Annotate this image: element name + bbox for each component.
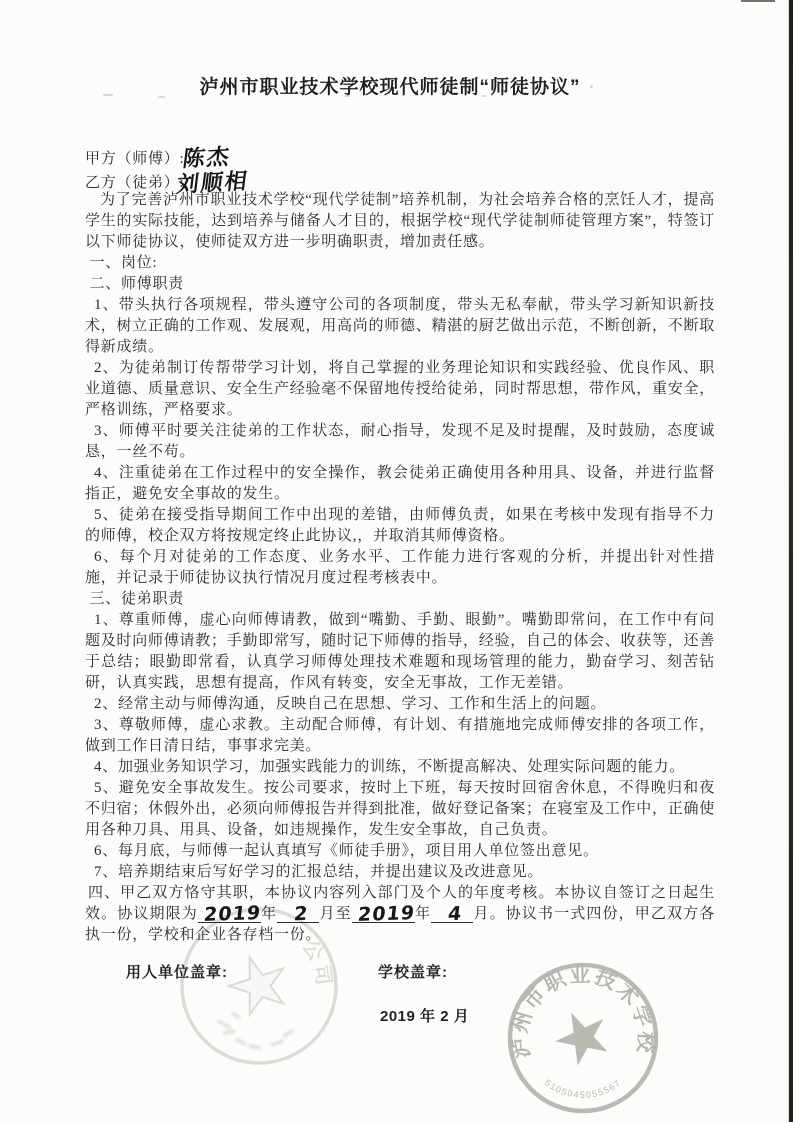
scan-corner-mark (741, 0, 775, 2)
school-seal-code: 5105045055567 (542, 1077, 624, 1101)
scan-noise-speck (298, 91, 303, 93)
employer-seal-illegible-text (218, 1013, 293, 1048)
agreement-body (85, 190, 715, 946)
section-2-heading: 二、师傅职责 (89, 276, 185, 292)
party-a-label: 甲方（师傅）: (85, 151, 185, 167)
end-year-handwriting: 2019 (356, 901, 417, 926)
employer-seal-label: 用人单位盖章: (126, 964, 228, 981)
apprentice-duty-item: 5、避免安全事故发生。按公司要求，按时上下班，每天按时回宿舍休息，不得晚归和夜不归宿；休假外出，必须向师傅报告并得到批准，做好登记备案；在寝室及工作中，正确使用各种刀具、用具、设备，如违规操作，发生安全事故，自己负责。 (85, 780, 716, 838)
preamble: 为了完善泸州市职业技术学校“现代学徒制”培养机制，为社会培养合格的烹饪人才，提高学生的实际技能，达到培养与储备人才目的，根据学校“现代学徒制师徒管理方案”，特签订以下师徒协议，使师徒双方进一步明确职责，增加责任感。 (85, 192, 715, 250)
star-icon (547, 1001, 617, 1069)
year-char: 年 (260, 906, 278, 922)
party-b-label: 乙方（徒弟）: (85, 175, 185, 191)
scan-noise-speck (344, 95, 350, 97)
term-text: 月。协议书一式四份，甲乙双方各执一份，学校和企业各存档一份。 (85, 906, 715, 943)
scan-noise-speck (158, 96, 165, 98)
scan-noise-speck (590, 85, 593, 88)
scan-noise-speck (440, 93, 444, 95)
apprentice-duty-item: 3、尊敬师傅，虚心求教。主动配合师傅，有计划、有措施地完成师傅安排的各项工作，做到工作日清日结，事事求完美。 (85, 717, 715, 754)
master-duty-item: 5、徒弟在接受指导期间工作中出现的差错，由师傅负责，如果在考核中发现有指导不力的师傅，校企双方将按规定终止此协议,，并取消其师傅资格。 (85, 507, 715, 544)
scan-edge-shadow (789, 0, 793, 1122)
section-3-heading: 三、徒弟职责 (89, 591, 185, 607)
master-duty-item: 3、师傅平时要关注徒弟的工作状态，耐心指导，发现不足及时提醒，及时鼓励，态度诚恳，一丝不苟。 (85, 423, 715, 460)
term-text: 四、甲乙双方恪守其职，本协议内容列入部门及个人的年度考核。本协议自签订之日起生效。协议期限为 (85, 885, 715, 922)
start-year-handwriting: 2019 (202, 901, 263, 926)
apprentice-duty-item: 1、尊重师傅，虚心向师傅请教，做到“嘴勤、手勤、眼勤”。嘴勤即常问，在工作中有问题及时向师傅请教；手勤即常写，随时记下师傅的指导，经验，自己的体会、收获等，还善于总结；眼勤即常看，认真学习师傅处理技术难题和现场管理的能力，勤奋学习、刻苦钻研，认真实践，思想有提高，作风有转变，安全无事故，工作无差错。 (85, 612, 716, 691)
school-seal-stamp (503, 958, 663, 1118)
apprentice-duty-item: 2、经常主动与师傅沟通，反映自己在思想、学习、工作和生活上的问题。 (94, 696, 607, 712)
master-duty-item: 6、每个月对徒弟的工作态度、业务水平、工作能力进行客观的分析，并提出针对性措施，并记录于师徒协议执行情况月度过程考核表中。 (85, 549, 715, 586)
to-text: 月至 (319, 906, 352, 922)
scan-edge-gap (788, 0, 789, 1122)
apprentice-duty-item: 6、每月底，与师傅一起认真填写《师徒手册》，项目用人单位签出意见。 (94, 843, 599, 859)
party-b-signature: 刘顺相 (175, 169, 251, 198)
end-year-field (352, 901, 417, 926)
star-icon (223, 949, 294, 1018)
party-a-signature: 陈杰 (181, 144, 233, 173)
employer-seal-stamp (176, 903, 342, 1069)
apprentice-duty-item: 4、加强业务知识学习，加强实践能力的训练，不断提高解决、处理实际问题的能力。 (94, 759, 686, 775)
employer-seal-partial-text: 公司 (297, 936, 335, 991)
scan-noise-speck (262, 89, 268, 91)
end-month-handwriting: 4 (446, 902, 464, 926)
apprentice-duty-item: 7、培养期结束后写好学习的汇报总结，并提出建议及改进意见。 (94, 864, 544, 880)
document-title: 泸州市职业技术学校现代师徒制“师徒协议” (199, 77, 581, 98)
end-month-field (431, 902, 473, 926)
master-duty-item: 2、为徒弟制订传帮带学习计划，将自己掌握的业务理论知识和实践经验、优良作风、职业道德、质量意识、安全生产经验毫不保留地传授给徒弟，同时帮思想，带作风，重安全，严格训练，严格要求。 (85, 360, 716, 418)
school-seal-text: 泸州市职业技术学校 (508, 963, 658, 1060)
section-1-heading: 一、岗位: (89, 255, 158, 271)
master-duty-item: 4、注重徒弟在工作过程中的安全操作，教会徒弟正确使用各种用具、设备，并进行监督指正，避免安全事故的发生。 (85, 465, 715, 502)
start-month-handwriting: 2 (292, 902, 310, 926)
scan-noise-speck (482, 95, 487, 97)
year-char: 年 (414, 906, 432, 922)
school-seal-label: 学校盖章: (378, 964, 448, 981)
svg-text:公司 (298, 936, 336, 991)
scan-noise-speck (103, 94, 113, 96)
footer-date: 2019 年 2 月 (380, 1008, 470, 1025)
master-duty-item: 1、带头执行各项规程，带头遵守公司的各项制度，带头无私奉献，带头学习新知识新技术，树立正确的工作观、发展观，用高尚的师德、精湛的厨艺做出示范，不断创新，不断取得新成绩。 (85, 297, 716, 355)
svg-text:5105045055567 (543, 1077, 623, 1100)
